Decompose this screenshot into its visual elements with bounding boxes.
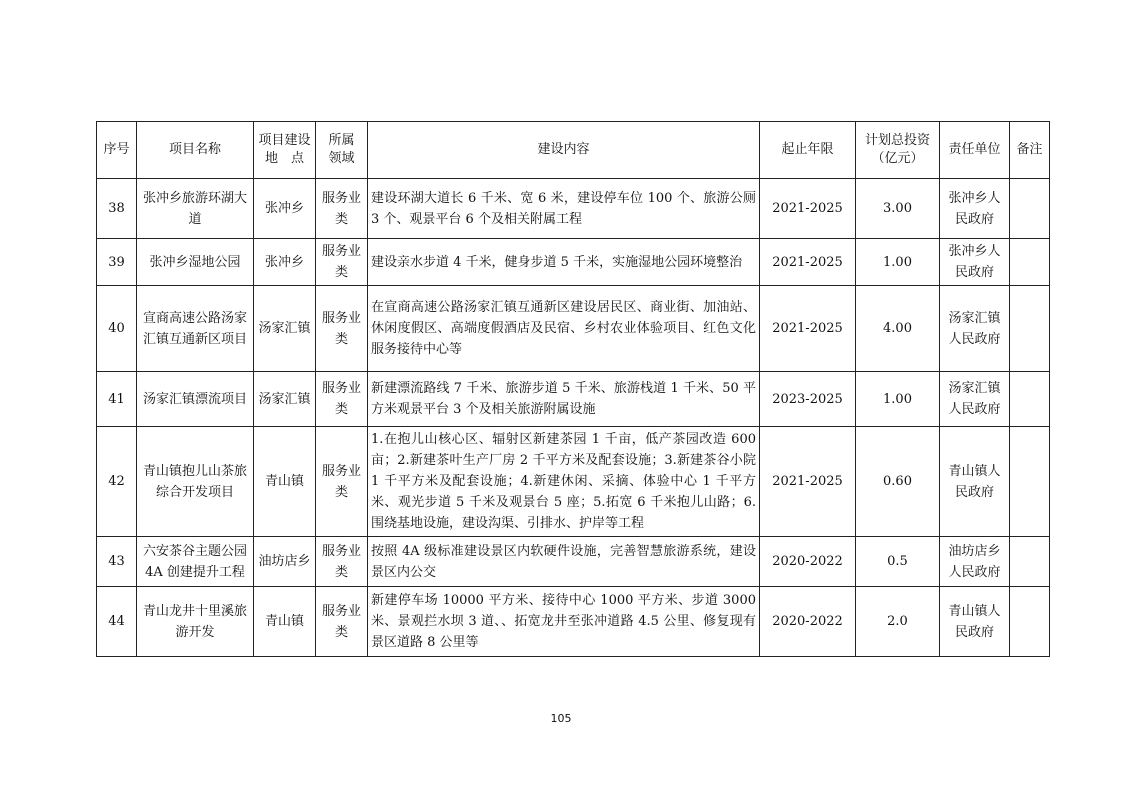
table-row [97, 179, 1050, 239]
cell-note [1010, 286, 1050, 372]
header-period: 起止年限 [760, 122, 856, 179]
cell-investment: 1.00 [856, 239, 940, 286]
cell-content: 新建漂流路线 7 千米、旅游步道 5 千米、旅游栈道 1 千米、50 平方米观景平台 3 个及相关旅游附属设施 [368, 372, 760, 427]
cell-unit: 汤家汇镇人民政府 [940, 286, 1010, 372]
cell-location: 汤家汇镇 [254, 286, 316, 372]
cell-location: 张冲乡 [254, 179, 316, 239]
cell-name: 六安茶谷主题公园 4A 创建提升工程 [137, 537, 254, 587]
page-number: 105 [550, 712, 572, 725]
cell-investment: 3.00 [856, 179, 940, 239]
cell-unit: 汤家汇镇人民政府 [940, 372, 1010, 427]
cell-no: 40 [97, 286, 137, 372]
cell-unit: 青山镇人民政府 [940, 427, 1010, 537]
cell-domain: 服务业类 [316, 427, 368, 537]
cell-note [1010, 427, 1050, 537]
cell-unit: 青山镇人民政府 [940, 587, 1010, 657]
cell-investment: 4.00 [856, 286, 940, 372]
cell-no: 38 [97, 179, 137, 239]
cell-content: 1.在抱儿山核心区、辐射区新建茶园 1 千亩，低产茶园改造 600 亩；2.新建茶叶生产厂房 2 千平方米及配套设施；3.新建茶谷小院 1 千平方米及配套设施；4.新建休闲、采摘、体验中心 1 千平方米、观光步道 5 千米及观景台 5 座；5.拓宽 6 千米抱儿山路；6.围绕基地设施，建设沟渠、引排水、护岸等工程 [368, 427, 760, 537]
cell-content: 建设环湖大道长 6 千米、宽 6 米，建设停车位 100 个、旅游公厕 3 个、观景平台 6 个及相关附属工程 [368, 179, 760, 239]
cell-period: 2021-2025 [760, 239, 856, 286]
cell-name: 宣商高速公路汤家汇镇互通新区项目 [137, 286, 254, 372]
cell-location: 青山镇 [254, 427, 316, 537]
cell-domain: 服务业类 [316, 587, 368, 657]
cell-investment: 0.5 [856, 537, 940, 587]
cell-domain: 服务业类 [316, 239, 368, 286]
cell-note [1010, 372, 1050, 427]
cell-investment: 0.60 [856, 427, 940, 537]
header-location: 项目建设 地 点 [254, 122, 316, 179]
cell-unit: 油坊店乡人民政府 [940, 537, 1010, 587]
table-row [97, 286, 1050, 372]
cell-content: 在宣商高速公路汤家汇镇互通新区建设居民区、商业街、加油站、休闲度假区、高端度假酒店及民宿、乡村农业体验项目、红色文化服务接待中心等 [368, 286, 760, 372]
header-note: 备注 [1010, 122, 1050, 179]
cell-note [1010, 537, 1050, 587]
cell-no: 44 [97, 587, 137, 657]
header-row [97, 122, 1050, 179]
cell-note [1010, 179, 1050, 239]
cell-domain: 服务业类 [316, 537, 368, 587]
cell-period: 2020-2022 [760, 537, 856, 587]
header-name: 项目名称 [137, 122, 254, 179]
cell-domain: 服务业类 [316, 179, 368, 239]
cell-name: 张冲乡湿地公园 [137, 239, 254, 286]
cell-location: 汤家汇镇 [254, 372, 316, 427]
cell-unit: 张冲乡人民政府 [940, 179, 1010, 239]
cell-period: 2023-2025 [760, 372, 856, 427]
header-domain: 所属 领域 [316, 122, 368, 179]
header-investment: 计划总投资 （亿元） [856, 122, 940, 179]
cell-investment: 2.0 [856, 587, 940, 657]
header-unit: 责任单位 [940, 122, 1010, 179]
cell-no: 42 [97, 427, 137, 537]
cell-domain: 服务业类 [316, 286, 368, 372]
table-row [97, 239, 1050, 286]
cell-location: 张冲乡 [254, 239, 316, 286]
cell-no: 41 [97, 372, 137, 427]
cell-no: 39 [97, 239, 137, 286]
cell-period: 2021-2025 [760, 286, 856, 372]
cell-period: 2021-2025 [760, 179, 856, 239]
table-row [97, 427, 1050, 537]
cell-note [1010, 239, 1050, 286]
cell-location: 油坊店乡 [254, 537, 316, 587]
project-table [96, 121, 1050, 657]
cell-period: 2021-2025 [760, 427, 856, 537]
cell-unit: 张冲乡人民政府 [940, 239, 1010, 286]
table-row [97, 587, 1050, 657]
cell-location: 青山镇 [254, 587, 316, 657]
cell-name: 汤家汇镇漂流项目 [137, 372, 254, 427]
cell-investment: 1.00 [856, 372, 940, 427]
table-row [97, 537, 1050, 587]
cell-name: 张冲乡旅游环湖大道 [137, 179, 254, 239]
cell-note [1010, 587, 1050, 657]
cell-domain: 服务业类 [316, 372, 368, 427]
header-no: 序号 [97, 122, 137, 179]
cell-name: 青山镇抱儿山茶旅综合开发项目 [137, 427, 254, 537]
cell-name: 青山龙井十里溪旅游开发 [137, 587, 254, 657]
cell-content: 新建停车场 10000 平方米、接待中心 1000 平方米、步道 3000 米、景观拦水坝 3 道、、拓宽龙井至张冲道路 4.5 公里、修复现有景区道路 8 公里等 [368, 587, 760, 657]
cell-no: 43 [97, 537, 137, 587]
cell-period: 2020-2022 [760, 587, 856, 657]
header-content: 建设内容 [368, 122, 760, 179]
table-row [97, 372, 1050, 427]
cell-content: 建设亲水步道 4 千米，健身步道 5 千米，实施湿地公园环境整治 [368, 239, 760, 286]
cell-content: 按照 4A 级标准建设景区内软硬件设施，完善智慧旅游系统，建设景区内公交 [368, 537, 760, 587]
